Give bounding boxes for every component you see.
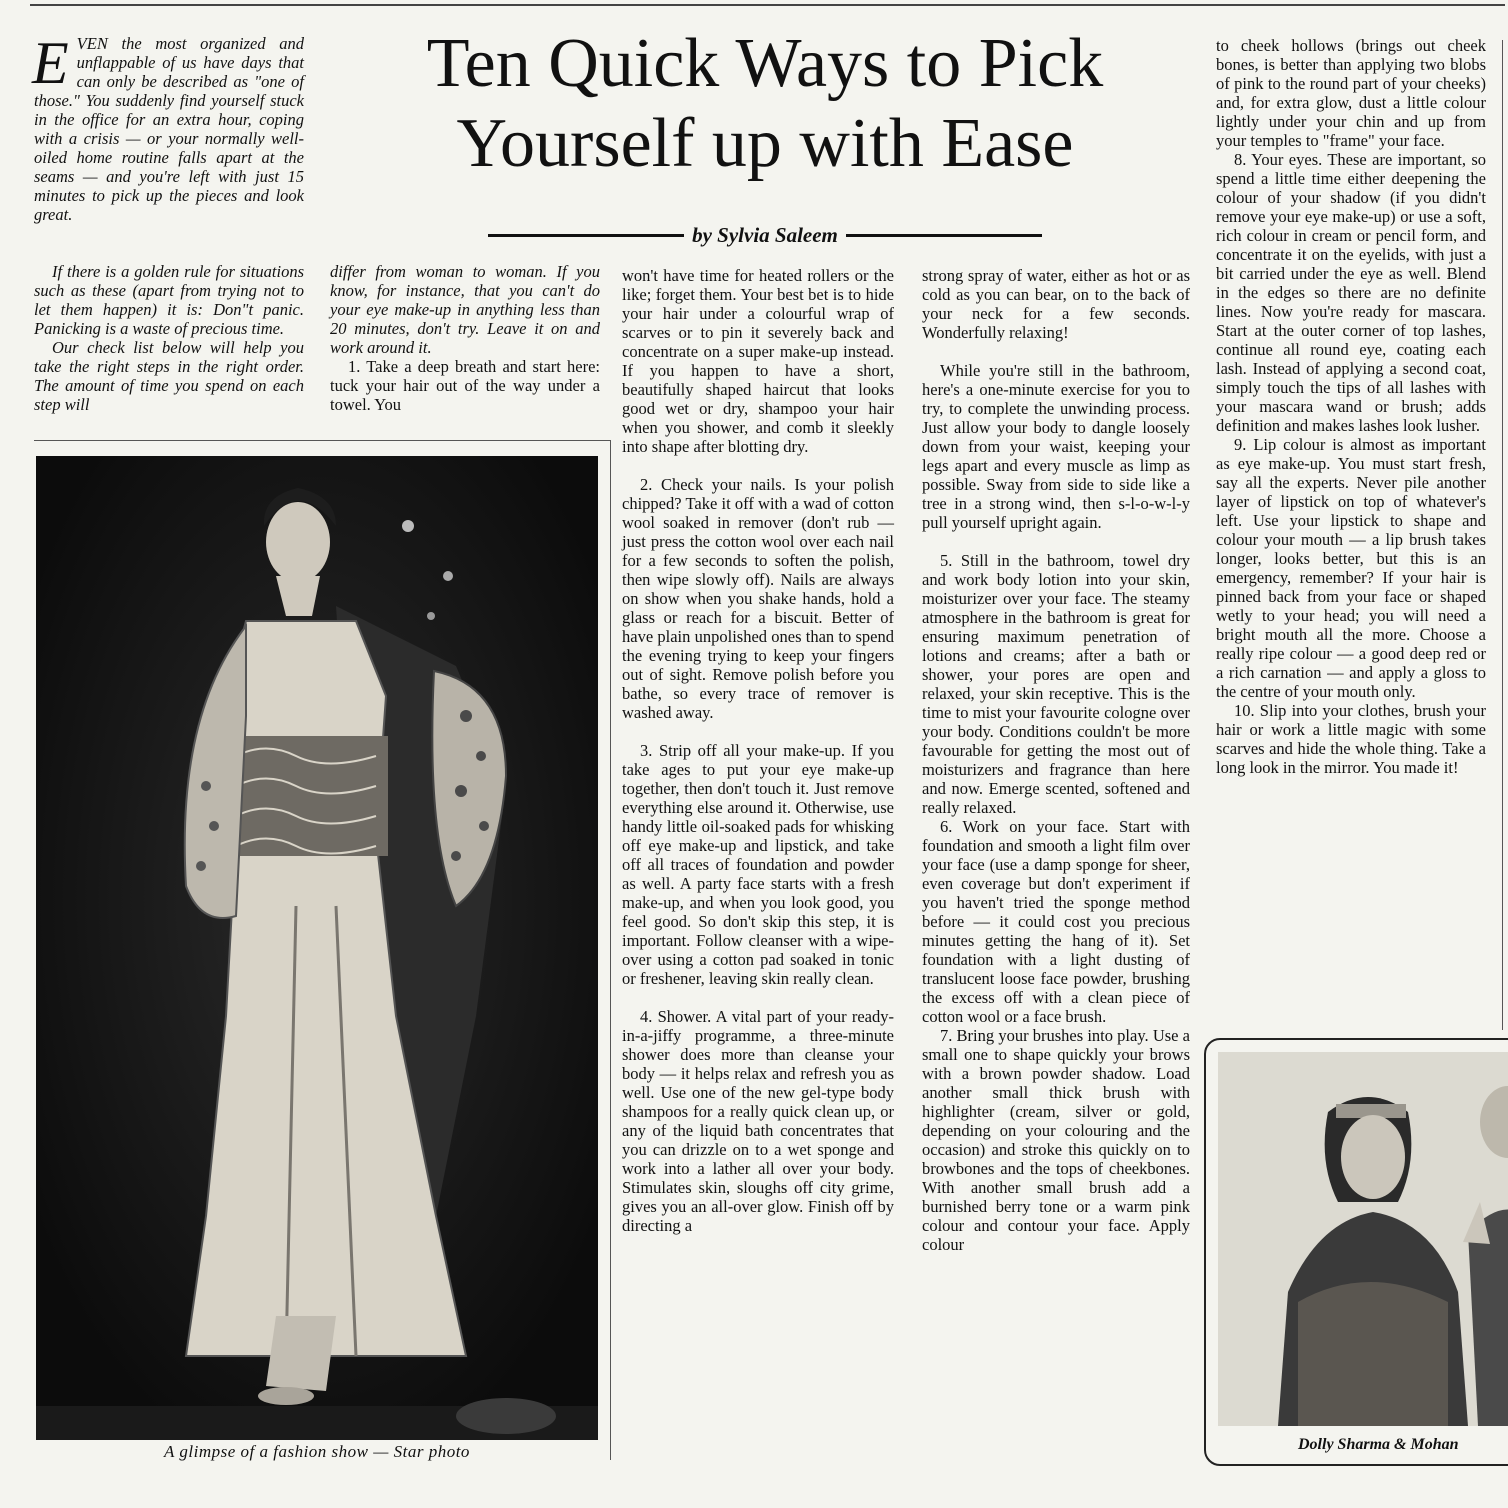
step-8: 8. Your eyes. These are important, so spend a little time either deepening the colour of your shadow (if you didn't remove your eye make-up) or use a soft, rich colour in cream or pencil form, and concentrate it on the eyelids, with just a bit carried under the eye as well. Blend in the edges so there are no definite lines. Now you're ready for mascara. Start at the outer corner of top lashes, continue all round eye, coating each lash. Instead of applying a second coat, simply touch the tips of all lashes with your mascara wand or brush; adds definition and makes lashes look lusher. bbox=[1216, 150, 1486, 435]
fashion-show-illustration bbox=[36, 456, 598, 1440]
fashion-show-photo bbox=[36, 456, 598, 1440]
drop-cap: E bbox=[32, 30, 69, 96]
intro-column bbox=[32, 30, 304, 224]
column-rule bbox=[1502, 40, 1503, 1030]
models-photo bbox=[1218, 1052, 1508, 1426]
article-column-3 bbox=[622, 266, 894, 1235]
intro-paragraph-3: Our check list below will help you take the right steps in the right order. The amount of time you spend on each step will bbox=[34, 338, 304, 414]
step-2: 2. Check your nails. Is your polish chipped? Take it off with a wad of cotton wool soaked in remover (don't rub — just press the cotton wool over each nail for a few seconds to soften the polish, then wipe slowly off). Nails are always on show when you shake hands, hold a glass or reach for a biscuit. Better of have plain unpolished ones than to spend the evening trying to keep your fingers out of sight. Remove polish before you bathe, so every trace of remover is washed away. bbox=[622, 475, 894, 722]
title-line-2: Yourself up with Ease bbox=[456, 105, 1074, 182]
intro-paragraph-1: VEN the most organized and unflappable of us have days that can only be described as "one of those." You suddenly find yourself stuck in the office for an extra hour, coping with a crisis — or your normally well-oiled home routine falls apart at the seams — and you're left with just 15 minutes to pick up the pieces and look great. bbox=[34, 34, 304, 224]
photo-caption: A glimpse of a fashion show — Star photo bbox=[164, 1442, 470, 1461]
byline bbox=[480, 220, 1050, 250]
page-top-rule bbox=[30, 4, 1505, 6]
byline-text: by Sylvia Saleem bbox=[692, 222, 838, 247]
article-title bbox=[320, 24, 1210, 184]
step-7: 7. Bring your brushes into play. Use a small one to shape quickly your brows with a brown powder shadow. Load another small thick brush with highlighter (cream, silver or gold, depending on your colouring and the occasion) and stroke this quickly on to browbones and the tops of cheekbones. With another small brush add a burnished berry tone or a warm pink colour and contour your face. Apply colour bbox=[922, 1026, 1190, 1254]
models-illustration bbox=[1218, 1052, 1508, 1426]
byline-rule-left bbox=[488, 234, 684, 237]
intro-continued-column bbox=[34, 262, 304, 414]
intro-paragraph-2: If there is a golden rule for situations such as these (apart from trying not to let them happen) it is: Don"t panic. Panicking is a waste of precious time. bbox=[34, 262, 304, 338]
article-column-2 bbox=[330, 262, 600, 414]
step-10: 10. Slip into your clothes, brush your hair or work a little magic with some scarves and hide the whole thing. Take a long look in the mirror. You made it! bbox=[1216, 701, 1486, 777]
step-1-continued: won't have time for heated rollers or the like; forget them. Your best bet is to hide your hair under a colourful wrap of scarves or to pin it severely back and concentrate on a super make-up instead. If you happen to have a short, beautifully shaped haircut that looks good wet or dry, shampoo your hair when you shower, and comb it sleekly into shape after blotting dry. bbox=[622, 266, 894, 456]
step-3: 3. Strip off all your make-up. If you take ages to put your eye make-up together, then don't touch it. Just remove everything else around it. Otherwise, use handy little oil-soaked pads for whisking off eye make-up and lipstick, and take off all traces of foundation and powder as well. A party face starts with a fresh make-up, and when you look good, you feel good. So don't skip this step, it is important. Follow cleanser with a wipe-over using a cotton pad soaked in tonic or freshener, leaving skin really clean. bbox=[622, 741, 894, 988]
title-line-1: Ten Quick Ways to Pick bbox=[426, 25, 1104, 102]
photo-top-rule bbox=[34, 440, 611, 441]
byline-rule-right bbox=[846, 234, 1042, 237]
step-4-continued: strong spray of water, either as hot or as cold as you can bear, on to the back of your neck for a few seconds. Wonderfully relaxing! bbox=[922, 266, 1190, 342]
step-5: 5. Still in the bathroom, towel dry and work body lotion into your skin, moisturizer over your face. The steamy atmosphere in the bathroom is great for ensuring maximum penetration of lotions and creams; after a bath or shower, your pores are open and relaxed, your skin receptive. This is the time to mist your favourite cologne over your body. Conditions couldn't be more favourable for getting the most out of moisturizers and fragrance than here and now. Emerge scented, softened and really relaxed. bbox=[922, 551, 1190, 817]
step-1: 1. Take a deep breath and start here: tuck your hair out of the way under a towel. You bbox=[330, 357, 600, 414]
step-4: 4. Shower. A vital part of your ready-in-a-jiffy programme, a three-minute shower does more than cleanse your body — it helps relax and refresh you as well. Use one of the new gel-type body shampoos for a really quick clean up, or any of the liquid bath concentrates that you can drizzle on to a wet sponge and work into a lather all over your body. Stimulates skin, sloughs off city grime, gives you an all-over glow. Finish off by directing a bbox=[622, 1007, 894, 1235]
step-4-exercise: While you're still in the bathroom, here's a one-minute exercise for you to try, to complete the unwinding process. Just allow your body to dangle loosely down from your waist, keeping your legs apart and every muscle as limp as possible. Sway from side to side like a tree in a strong wind, then s-l-o-w-l-y pull yourself upright again. bbox=[922, 361, 1190, 532]
step-6: 6. Work on your face. Start with foundation and smooth a light film over your face (use a damp sponge for sheer, even coverage but don't experiment if you haven't tried the sponge method before — it could cost you precious minutes getting the hang of it). Set foundation with a light dusting of translucent loose face powder, brushing the excess off with a clean piece of cotton wool or a face brush. bbox=[922, 817, 1190, 1026]
article-column-5 bbox=[1216, 36, 1486, 777]
intro-paragraph-4: differ from woman to woman. If you know, for instance, that you can't do your eye make-up in anything less than 20 minutes, don't try. Leave it on and work around it. bbox=[330, 262, 600, 357]
step-7-continued: to cheek hollows (brings out cheek bones, is better than applying two blobs of pink to the round part of your cheeks) and, for extra glow, dust a little colour lightly under your chin and up from your temples to "frame" your face. bbox=[1216, 36, 1486, 150]
article-column-4 bbox=[922, 266, 1190, 1254]
step-9: 9. Lip colour is almost as important as eye make-up. You must start fresh, say all the experts. Never pile another layer of lipstick on top of whatever's left. Use your lipstick to shape and colour your mouth — a lip brush takes longer, looks better, but this is an emergency, remember? If your hair is pinned back from your face or shaped wetly to your head; you will need a bright mouth all the more. Choose a really ripe colour — a good deep red or a rich carnation — and apply a gloss to the centre of your mouth only. bbox=[1216, 435, 1486, 701]
models-photo-caption: Dolly Sharma & Mohan bbox=[1298, 1436, 1459, 1453]
column-rule bbox=[610, 440, 611, 1460]
models-photo-frame bbox=[1204, 1038, 1508, 1466]
